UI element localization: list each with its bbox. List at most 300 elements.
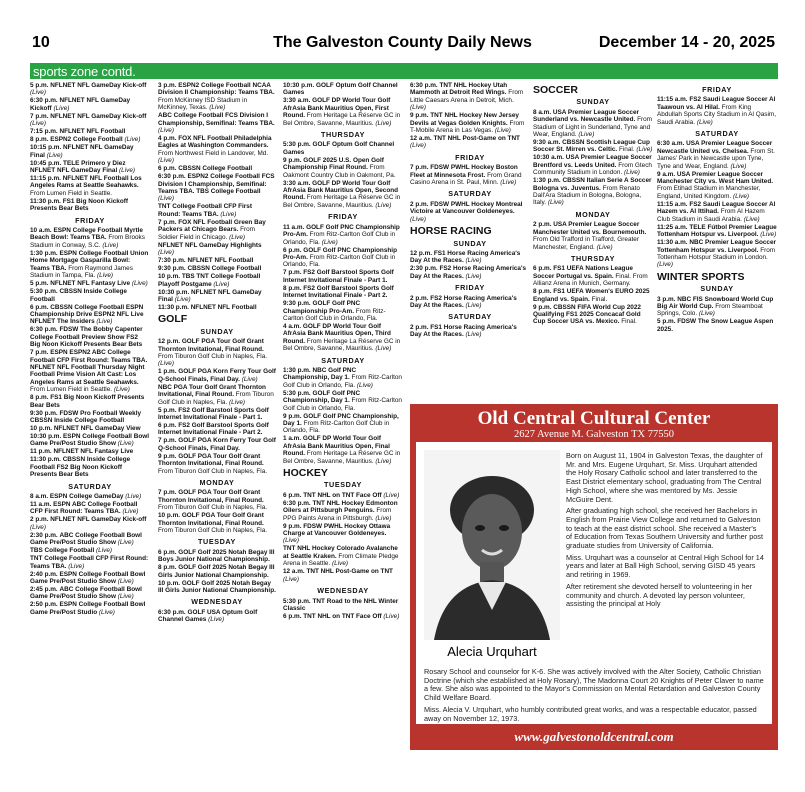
listing-time: 9:30 p.m.: [158, 265, 186, 273]
listing-time: 10:30 p.m.: [158, 288, 190, 296]
listings-column-4: [410, 82, 530, 339]
listing-time: 2:45 p.m.: [30, 586, 58, 594]
listing-time: 11:30 p.m.: [30, 456, 61, 464]
live-tag: (Live): [321, 238, 338, 246]
listing-program: FOX NFL Football Philadelphia Eagles at Washington Commanders.: [158, 135, 272, 150]
listing-program: FS1 UEFA Women's EURO 2025 England vs. Spain.: [533, 288, 650, 303]
listing-details: From Old Trafford in Trafford, Greater Manchester, England.: [533, 236, 639, 251]
listing-entry: [410, 295, 530, 310]
listing-details: From Northwest Field in Landover, Md.: [158, 149, 269, 157]
listing-entry: [30, 571, 150, 586]
listing-details: From Ritz-Carlton Golf Club in Orlando, Fla.: [283, 397, 402, 412]
page-header: [30, 34, 775, 54]
listing-program: GOLF PGA Tour Golf Grant Thornton Invitational, Final Round.: [158, 452, 264, 468]
listing-details: From Etihad Stadium in Manchester, England, United Kingdom.: [657, 185, 761, 200]
listing-entry: [30, 304, 150, 326]
listing-time: 6:30 p.m.: [30, 326, 58, 334]
listing-details: Final.: [618, 146, 635, 154]
live-tag: (Live): [356, 381, 373, 389]
listing-details: From King Abdullah Sports City Stadium in Al Qasim, Saudi Arabia.: [657, 103, 776, 126]
listing-time: 7 p.m.: [410, 164, 429, 172]
listing-entry: [657, 140, 777, 170]
listing-details: From Heritage La Réserve GC in Bel Ombre, Savanne, Mauritius.: [283, 112, 401, 127]
listing-details: From Tiburon Golf Club in Naples, Fla.: [158, 391, 274, 406]
listing-program: NFLNET NFL Football: [187, 257, 254, 265]
listing-entry: [283, 568, 403, 583]
live-tag: (Live): [596, 243, 613, 251]
listing-program: ABC College Football Bowl Game Pre/Post Studio Show: [30, 586, 142, 601]
live-tag: (Live): [500, 179, 517, 187]
listing-program: FS2 Horse Racing America's Day At the Races.: [410, 294, 517, 309]
live-tag: (Live): [760, 231, 777, 239]
listing-entry: [283, 285, 403, 300]
live-tag: (Live): [283, 575, 299, 583]
listing-program: USA Premier League Soccer Brentford vs. Leeds United.: [533, 154, 652, 169]
listing-details: From Ritz-Carlton Golf Club in Orlando, Fla.: [283, 420, 390, 435]
listing-entry: [30, 97, 150, 112]
newspaper-title: The Galveston County Daily News: [273, 34, 532, 51]
listing-time: 1:30 p.m.: [30, 249, 58, 257]
listing-time: 12 a.m.: [410, 135, 432, 143]
listing-entry: [158, 384, 276, 406]
listing-entry: [158, 135, 276, 165]
live-tag: (Live): [375, 514, 392, 522]
listing-entry: [158, 549, 276, 564]
day-heading: SUNDAY: [576, 97, 610, 107]
listing-time: 10:30 p.m.: [283, 82, 315, 89]
live-tag: (Live): [623, 169, 640, 177]
listing-entry: [158, 407, 276, 422]
listing-details: From Lumen Field in Seattle.: [30, 386, 113, 394]
day-heading: SATURDAY: [321, 355, 365, 365]
listing-details: From Steamboat Springs, Colo.: [657, 302, 763, 318]
listing-program: NFLNET NFL GameDay Kick-off: [50, 112, 147, 120]
listing-program: GOLF DP World Tour Golf AfrAsia Bank Mauritius Open, Final Round.: [283, 435, 390, 458]
listing-time: 11:30 a.m.: [657, 239, 688, 247]
sport-heading: GOLF: [158, 313, 188, 326]
listing-time: 10:30 p.m.: [30, 432, 62, 440]
listings-column-6: [657, 82, 777, 334]
listing-program: ESPN College Football Bowl Game Pre/Post Studio Show: [30, 432, 149, 448]
listing-time: 5:30 p.m.: [283, 141, 311, 149]
listing-program: NFLNET NFL GameDay Kick-off: [50, 82, 147, 89]
listing-program: FS2 Golf Barstool Sports Golf Internet Invitational Finale - Part 1.: [158, 406, 269, 421]
listing-time: 2 p.m.: [533, 221, 552, 229]
listing-program: GOLF PGA Tour Golf Grant Thornton Invitational, Final Round.: [158, 512, 264, 527]
listing-program: TNT NHL Hockey New Jersey Devils at Vegas Golden Knights.: [410, 112, 519, 127]
bio-paragraph: Miss. Urquhart was a counselor at Central High School for 14 years and later at Ball High School, serving GISD 45 years and retiring in 1969.: [566, 552, 764, 580]
listing-program: ABC College Football FCS Division I Championship, Semifinal: Teams TBA.: [158, 112, 275, 127]
listing-time: 2:40 p.m.: [30, 570, 58, 578]
listing-program: CBSSN College Football ESPN Championship Drive ESPN2 NFL Live NFLNET The Insiders: [30, 303, 144, 326]
day-heading: FRIDAY: [75, 215, 105, 225]
listing-entry: [533, 304, 653, 326]
listing-program: ESPN2 College Football NCAA Division II Championship: Teams TBA.: [158, 82, 275, 97]
live-tag: (Live): [696, 118, 713, 126]
listing-details: From Heritage La Réserve GC in Bel Ombre, Savanne, Mauritius.: [283, 337, 401, 353]
bio-paragraph: Rosary School and counselor for K-6. She was actively involved with the Alter Society, Catholic Christian Doctrine (which she established at Holy Rosary), The Madonna Court 20 Knights of Peter Claver to name a few. She also was appointed to the Mayor's Commission on Mental Retardation and Galveston County Child Welfare Board.: [424, 667, 764, 703]
live-tag: (Live): [30, 120, 46, 128]
listing-program: TNT Road to the NHL Winter Classic: [283, 597, 399, 612]
listing-details: From Ritz-Carlton Golf Club in Orlando, Fla.: [283, 307, 386, 322]
listing-entry: [283, 545, 403, 567]
day-heading: SUNDAY: [700, 284, 734, 294]
listing-entry: [158, 257, 276, 264]
live-tag: (Live): [730, 162, 747, 170]
listing-time: 3 p.m.: [158, 82, 177, 89]
listing-time: 5 p.m.: [30, 82, 49, 89]
listing-program: ABC College Football Bowl Game Pre/Post Studio Show: [30, 531, 142, 547]
listing-time: 5 p.m.: [30, 280, 49, 288]
listing-time: 1:30 p.m.: [533, 177, 561, 185]
live-tag: (Live): [733, 192, 750, 200]
listing-entry: [283, 413, 403, 435]
ad-address: 2627 Avenue M. Galveston TX 77550: [513, 429, 674, 440]
listing-program: NBC Premier League Soccer Tottenham Hotspur vs. Liverpool.: [657, 239, 777, 254]
listing-time: 3 p.m.: [657, 295, 676, 303]
listing-entry: [158, 165, 276, 172]
listing-time: 1 a.m.: [283, 435, 302, 443]
section-banner: [30, 63, 778, 79]
listing-program: FS1 Horse Racing America's Day At the Races.: [410, 323, 517, 339]
listing-program: TNT NHL on TNT Face Off: [303, 491, 382, 499]
cultural-center-ad: [410, 404, 778, 750]
listing-entry: [283, 269, 403, 284]
live-tag: (Live): [117, 578, 134, 586]
listing-details: From Gtech Community Stadium in London.: [533, 161, 652, 177]
listing-program: TNT College Football CFP First Round: Teams TBA.: [30, 555, 149, 570]
listing-program: FS2 Horse Racing America's Day At the Races.: [410, 265, 527, 280]
listing-program: FS1 UEFA Nations League Soccer Portugal vs. Spain.: [533, 265, 633, 280]
listing-program: CBSSN College Football: [178, 165, 253, 173]
listing-program: TNT College Football CFP First Round: Teams TBA.: [158, 203, 252, 218]
listing-entry: [30, 493, 150, 500]
listing-details: Final. From Allianz Arena in Munich, Germany.: [533, 272, 648, 288]
listing-program: TNT NHL Hockey Edmonton Oilers at Pittsburgh Penguins.: [283, 499, 398, 515]
listing-time: 12 p.m.: [410, 249, 433, 257]
live-tag: (Live): [283, 537, 299, 545]
listing-program: NBC PGA Tour Golf Grant Thornton Invitational, Final Round.: [158, 383, 266, 399]
listing-entry: [30, 144, 150, 159]
listing-program: NFLNET NFL GameDay Kick-off: [50, 516, 147, 524]
listing-time: 6:30 p.m.: [158, 173, 186, 181]
listing-entry: [533, 109, 653, 139]
listing-time: 10 a.m.: [30, 227, 52, 235]
listing-entry: [30, 227, 150, 249]
live-tag: (Live): [494, 127, 511, 135]
listing-time: 7 p.m.: [158, 437, 177, 445]
listing-program: TNT NHL Post-Game on TNT: [306, 568, 393, 576]
day-heading: MONDAY: [575, 209, 611, 219]
listing-entry: [158, 580, 276, 595]
day-heading: THURSDAY: [570, 253, 616, 263]
listing-program: GOLF Golf PNC Championship, Day 1.: [283, 389, 361, 405]
bio-paragraph: Born on August 11, 1904 in Galveston Texas, the daughter of Mr. and Mrs. Eugene Urquhart, Sr. Miss. Urquhart attended the Holy Rosary Catholic school and later transferred to the East District elementary school, graduating from The Central High School, where she was mentored by Ms. Jessie McGuire Dent.: [566, 451, 763, 504]
live-tag: (Live): [117, 440, 134, 448]
listing-program: USA Premier League Soccer Manchester City vs. West Ham United.: [657, 170, 774, 186]
listing-entry: [283, 523, 403, 545]
listing-time: 6 p.m.: [283, 612, 302, 620]
listing-details: From Tiburon Golf Club in Naples, Fla.: [158, 504, 268, 512]
ad-website[interactable]: www.galvestonoldcentral.com: [514, 729, 674, 744]
listing-details: From Heritage La Réserve GC in Bel Ombre, Savanne, Mauritius.: [283, 194, 401, 209]
listing-entry: [158, 112, 276, 134]
listing-program: NFLNET NFL Football: [190, 303, 257, 311]
listing-entry: [283, 82, 403, 97]
listing-entry: [410, 324, 530, 339]
live-tag: (Live): [158, 249, 174, 257]
live-tag: (Live): [698, 310, 715, 318]
listing-time: 8 p.m.: [158, 564, 177, 572]
live-tag: (Live): [125, 493, 142, 500]
listing-entry: [30, 448, 150, 455]
listing-program: TELE Fútbol Premier League Tottenham Hotspur vs. Liverpool.: [657, 223, 777, 239]
listing-entry: [158, 368, 276, 383]
listing-time: 10 p.m.: [158, 579, 181, 587]
listing-entry: [30, 555, 150, 570]
listing-time: 10:45 p.m.: [30, 159, 62, 167]
live-tag: (Live): [657, 261, 673, 269]
live-tag: (Live): [410, 104, 426, 112]
listing-program: GOLF DP World Tour Golf AfrAsia Bank Mauritius Open, First Round.: [283, 97, 391, 120]
listing-time: 11:30 p.m.: [30, 197, 61, 205]
bio-paragraph: Miss. Alecia V. Urquhart, who humbly contributed great works, and was a respectable educator, passed away on November 12, 1973.: [424, 704, 757, 723]
listing-details: From Grand Casino Arena in St. Paul, Minn.: [410, 171, 522, 187]
live-tag: (Live): [375, 119, 392, 127]
listing-program: NFLNET NFL Fantasy Live: [53, 448, 134, 456]
listing-entry: [158, 564, 276, 579]
listing-program: FS2 Golf Barstool Sports Golf Internet Invitational Finale - Part 2.: [283, 284, 394, 300]
section-label: sports zone contd.: [33, 64, 136, 79]
day-heading: SATURDAY: [448, 312, 492, 322]
live-tag: (Live): [383, 612, 400, 620]
listing-time: 8 a.m.: [533, 108, 552, 116]
listing-details: Final.: [591, 295, 608, 303]
listing-time: 7 p.m.: [30, 349, 49, 357]
listing-program: FS1 Big Noon Kickoff Presents Bear Bets: [30, 394, 145, 409]
listing-program: GOLF USA Optum Golf Channel Games: [158, 608, 258, 624]
live-tag: (Live): [465, 331, 482, 339]
listing-details: From McKinney ISD Stadium in McKinney, Texas.: [158, 96, 248, 112]
listing-details: From Tottenham Hotspur Stadium in London.: [657, 246, 776, 261]
listing-program: FS1 Horse Racing America's Day At the Races.: [410, 249, 521, 265]
listing-program: FDSW The Bobby Capenter College Football Preview Show FS2 Big Noon Kickoff Presents Bear Bets: [30, 326, 143, 349]
listing-entry: [30, 547, 150, 554]
listing-program: FDSW PWHL Hockey Montreal Victoire at Vancouver Goldeneyes.: [410, 200, 523, 216]
listing-time: 7:15 p.m.: [30, 128, 58, 136]
listing-entry: [158, 219, 276, 241]
listing-time: 2:30 p.m.: [410, 265, 438, 273]
live-tag: (Live): [97, 272, 114, 280]
listing-time: 9 a.m.: [657, 170, 676, 178]
listing-entry: [158, 453, 276, 475]
listing-entry: [283, 247, 403, 269]
ad-body: [416, 442, 772, 724]
day-heading: SATURDAY: [448, 189, 492, 199]
listing-program: GOLF Golf 2025 Notah Begay III Boys Junior National Championship.: [158, 548, 275, 564]
listing-entry: [657, 224, 777, 239]
listing-time: 7 p.m.: [158, 218, 177, 226]
listing-time: 10 p.m.: [30, 424, 53, 432]
listing-time: 9 p.m.: [410, 112, 429, 120]
day-heading: THURSDAY: [320, 130, 366, 140]
listing-details: From Tiburon Golf Club in Naples, Fla.: [158, 527, 268, 535]
listing-entry: [158, 338, 276, 368]
listing-entry: [283, 97, 403, 127]
live-tag: (Live): [547, 199, 564, 207]
listing-program: FS2 Golf Barstool Sports Golf Internet Invitational Finale - Part 2.: [158, 421, 269, 437]
listing-entry: [283, 300, 403, 322]
listing-time: 2 p.m.: [410, 323, 429, 331]
listing-entry: [30, 394, 150, 409]
listing-entry: [533, 288, 653, 303]
listings-column-5: [533, 82, 653, 326]
listing-time: 6 p.m.: [30, 303, 49, 311]
listing-program: FDSW PWHL Hockey Boston Fleet at Minnesota Frost.: [410, 164, 518, 179]
listing-entry: [158, 203, 276, 218]
listing-program: FS2 Saudi League Soccer Al Hazem vs. Al Ittihad.: [657, 200, 776, 216]
live-tag: (Live): [113, 386, 130, 394]
live-tag: (Live): [229, 398, 246, 406]
listing-time: 2 p.m.: [410, 200, 429, 208]
listing-entry: [30, 586, 150, 601]
live-tag: (Live): [131, 280, 148, 288]
listing-program: GOLF DP World Tour Golf AfrAsia Bank Mauritius Open, Second Round.: [283, 179, 399, 202]
listing-time: 9:30 p.m.: [30, 409, 58, 417]
listing-time: 11 p.m.: [30, 448, 52, 456]
listing-entry: [283, 157, 403, 179]
listing-program: FDSW Pro Football Weekly CBSSN Inside College Football: [30, 409, 142, 424]
listing-time: 11 a.m.: [283, 223, 305, 231]
listing-time: 6:30 p.m.: [283, 499, 311, 507]
live-tag: (Live): [158, 195, 174, 203]
listing-time: 6:30 p.m.: [158, 608, 186, 616]
portrait-photo: [424, 450, 560, 640]
listing-time: 2:50 p.m.: [30, 601, 58, 609]
listing-program: ESPN ESPN2 ABC College Football CFP First Round: Teams TBA. NFLNET NFL Football Thursday Night Football Prime Vision Alt Cast: Los Angeles Rams at Seattle Seahawks.: [30, 349, 148, 386]
listing-entry: [283, 390, 403, 412]
listing-entry: [410, 265, 530, 280]
listing-program: FDSW The Snow League Aspen 2025.: [657, 318, 774, 333]
listing-program: TNT NHL on TNT Face Off: [303, 612, 382, 620]
live-tag: (Live): [96, 318, 113, 326]
listing-time: 1 p.m.: [158, 368, 177, 376]
listing-entry: [158, 609, 276, 624]
live-tag: (Live): [119, 167, 136, 175]
live-tag: (Live): [96, 547, 113, 555]
listing-program: CBSSN FIFA World Cup 2022 Qualifying FS1 2025 Concacaf Gold Cup Soccer USA vs. Mexico.: [533, 303, 641, 326]
listing-entry: [158, 304, 276, 311]
listing-entry: [657, 296, 777, 318]
bio-paragraph: After retirement she devoted herself to volunteering in her community and church. A devoted lay person volunteer, assisting the principal at Holy: [566, 581, 753, 609]
listing-time: 6 p.m.: [158, 165, 177, 173]
listing-time: 11:15 p.m.: [30, 175, 61, 183]
live-tag: (Live): [375, 457, 392, 465]
listing-entry: [30, 175, 150, 197]
listing-entry: [283, 598, 403, 613]
live-tag: (Live): [158, 157, 174, 165]
listing-entry: [283, 500, 403, 522]
listing-details: From Renato Dall'Ara Stadium in Bologna, Bologna, Italy.: [533, 184, 642, 207]
listing-time: 10 p.m.: [158, 273, 181, 281]
listing-program: GOLF PGA Korn Ferry Tour Golf Q-School Finals, Final Day.: [158, 368, 276, 383]
live-tag: (Live): [410, 215, 426, 223]
listing-time: 7 p.m.: [158, 489, 177, 497]
listing-time: 6 p.m.: [158, 421, 177, 429]
listing-program: NFLNET NFL GameDay Final: [30, 144, 134, 159]
listing-details: From Oakmont Country Club in Oakmont, Pa.: [283, 164, 396, 179]
sport-heading: SOCCER: [533, 84, 578, 96]
listing-time: 5:30 p.m.: [283, 597, 311, 605]
live-tag: (Live): [220, 210, 237, 218]
listing-time: 8 p.m.: [30, 136, 49, 144]
listing-program: GOLF PGA Tour Golf Grant Thornton Invitational, Final Round.: [158, 489, 264, 504]
listing-program: TNT NHL Hockey Colorado Avalanche at Seattle Kraken.: [283, 545, 398, 560]
live-tag: (Live): [375, 345, 392, 353]
live-tag: (Live): [124, 136, 141, 144]
day-heading: MONDAY: [199, 478, 235, 487]
listing-details: From Heritage La Réserve GC in Bel Ombre, Savanne, Mauritius.: [283, 450, 401, 465]
listing-entry: [30, 501, 150, 516]
listing-details: From Ritz-Carlton Golf Club in Orlando, Fla.: [283, 231, 396, 246]
listing-program: GOLF Golf 2025 Notah Begay III Girls Junior National Championship.: [158, 579, 276, 595]
listing-entry: [158, 265, 276, 272]
listing-time: 3:30 a.m.: [283, 179, 311, 187]
live-tag: (Live): [174, 295, 191, 303]
listing-details: From Tiburon Golf Club in Naples, Fla.: [158, 467, 268, 475]
day-heading: SUNDAY: [200, 326, 234, 336]
page-number: 10: [32, 34, 50, 51]
live-tag: (Live): [208, 616, 225, 624]
listing-details: From Ritz-Carlton Golf Club in Orlando, Fla.: [283, 253, 396, 269]
day-heading: WEDNESDAY: [191, 597, 243, 607]
listing-details: From Little Caesars Arena in Detroit, Mich.: [410, 89, 524, 104]
live-tag: (Live): [241, 375, 258, 383]
listing-entry: [283, 367, 403, 389]
listing-entry: [533, 177, 653, 207]
listing-entry: [533, 265, 653, 287]
listing-time: 6 p.m.: [283, 246, 302, 254]
listing-entry: [657, 171, 777, 201]
listing-program: FS2 Golf Barstool Sports Golf Internet Invitational Finale - Part 1.: [283, 269, 394, 284]
listing-details: From T-Mobile Arena in Las Vegas.: [410, 119, 525, 135]
listing-program: USA Premier League Soccer Newcastle United vs. Chelsea.: [657, 140, 773, 155]
listing-program: GOLF Golf PNC Championship Pro-Am.: [283, 246, 397, 261]
listing-entry: [30, 136, 150, 143]
listing-entry: [158, 437, 276, 452]
live-tag: (Live): [465, 257, 482, 265]
listing-time: 11:15 a.m.: [657, 200, 688, 208]
live-tag: (Live): [465, 301, 482, 309]
listing-entry: [158, 512, 276, 534]
listing-details: From Al Hazem Club Stadium in Saudi Arabia.: [657, 208, 765, 223]
listing-entry: [410, 250, 530, 265]
listing-program: NFLNET NFL Football: [59, 128, 126, 136]
listing-details: From Lumen Field in Seattle.: [30, 189, 113, 197]
listing-entry: [283, 613, 403, 620]
live-tag: (Live): [410, 142, 426, 150]
listing-entry: [283, 224, 403, 246]
listing-details: From Tiburon Golf Club in Naples, Fla.: [158, 352, 268, 360]
listing-program: ESPN College Football Bowl Game Pre/Post Studio: [30, 601, 146, 616]
listing-entry: [283, 492, 403, 499]
listing-entry: [283, 435, 403, 465]
live-tag: (Live): [46, 151, 63, 159]
bio-paragraph: After graduating high school, she received her Bachelors in English from Prairie View College and returned to Galveston to teach at the east district school. She received a Master's of Education from Texas Southern University and further post graduate studies from University of California.: [566, 506, 763, 551]
listing-program: TNT NHL Hockey Utah Mammoth at Detroit Red Wings.: [410, 82, 508, 97]
issue-dates: December 14 - 20, 2025: [598, 34, 775, 51]
listing-entry: [158, 82, 276, 112]
